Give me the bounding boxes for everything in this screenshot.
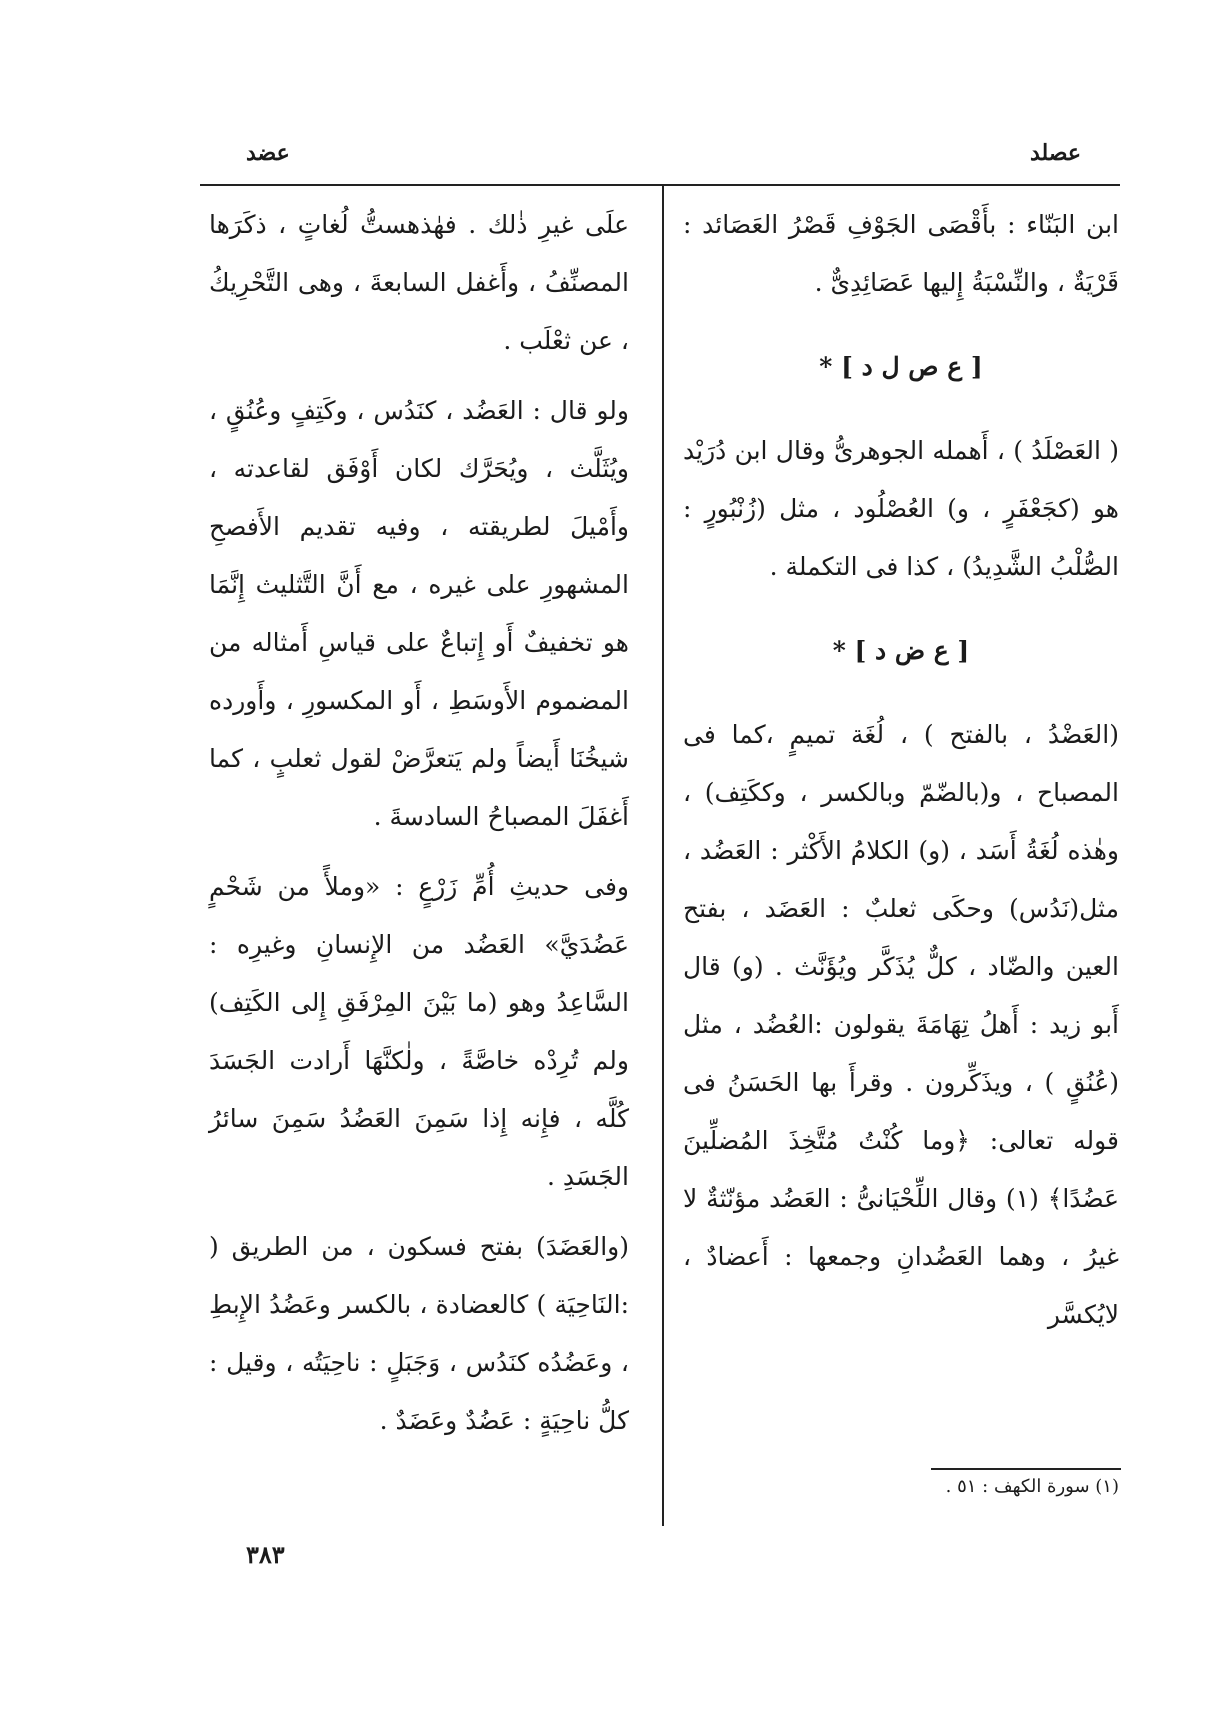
running-head-left: عضد [246,140,290,166]
header-rule [200,184,1120,186]
page-number: ٣٨٣ [246,1540,285,1569]
paragraph: علَى غيرِ ذٰلك . فهٰذهستُّ لُغاتٍ ، ذكَرَها المصنِّفُ ، وأَغفل السابعةَ ، وهى التَّحْرِيكُ ، عن ثعْلَب . [209,210,629,355]
entry-continuation: ابن البَنّاء : بأَقْصَى الجَوْفِ قَصْرُ العَصَائد : قَرْيَةٌ ، والنِّسْبَةُ إِليها عَصَائِدِىٌّ . [683,210,1119,297]
footnote-rule [931,1468,1121,1470]
column-divider [662,186,664,1526]
paragraph: ولو قال : العَضُد ، كنَدُس ، وكَتِفٍ وعُنُقٍ ، ويُثَلَّث ، ويُحَرَّك لكان أَوْفَق لقاعدته ، وأَمْيلَ لطريقته ، وفيه تقديم الأَفصحِ المشهورِ على غيره ، مع أَنَّ التَّثليث إِنَّمَا هو تخفيفٌ أَو إِتباعٌ على قياسِ أَمثاله من المضموم الأَوسَطِ ، أَو المكسورِ ، وأَورده شيخُنَا أَيضاً ولم يَتعرَّضْ لقول ثعلبٍ ، كما أَغفَلَ المصباحُ السادسةَ . [209,396,629,831]
footnote: (١) سورة الكهف : ٥١ . [945,1476,1119,1497]
entry-asld: ( العَصْلَدُ ) ، أَهمله الجوهرىُّ وقال ابن دُرَيْد هو (كجَعْفَرٍ ، و) العُصْلُود ، مثل (زُنْبُورٍ : الصُّلْبُ الشَّدِيدُ) ، كذا فى التكملة . [683,436,1119,581]
paragraph: (والعَضَدَ) بفتح فسكون ، من الطريق ( :النَاحِيَة ) كالعضادة ، بالكسر وعَضُدُ الإِبطِ ، وعَضُدُه كنَدُس ، وَجَبَلٍ : ناحِيَتُه ، وقيل : كلُّ ناحِيَةٍ : عَضُدٌ وعَضَدٌ . [209,1232,629,1435]
running-head-right: عصلد [1029,140,1081,166]
left-column [209,196,629,1462]
entry-heading-adad: [ ع ض د ] * [832,636,970,665]
right-column [683,196,1119,1356]
entry-adad: (العَضْدُ ، بالفتح ) ، لُغَة تميمٍ ،كما فى المصباح ، و(بالضّمّ وبالكسر ، وككَتِف) ، وهٰذه لُغَةُ أَسَد ، (و) الكلامُ الأَكْثر : العَضُد ، مثل(نَدُس) وحكَى ثعلبٌ : العَضَد ، بفتح العين والضّاد ، كلٌّ يُذَكَّر ويُؤَنَّث . (و) قال أَبو زيد : أَهلُ تِهَامَةَ يقولون :العُضُد ، مثل (عُنُقٍ ) ، ويذَكِّرون . وقرأَ بها الحَسَنُ فى قوله تعالى: ﴿وما كُنْتُ مُتَّخِذَ المُضلِّينَ عَضُدًا﴾ (١) وقال اللِّحْيَانىُّ : العَضُد مؤنّثةٌ لا غيرُ ، وهما العَضُدانِ وجمعها : أَعضادٌ ، لايُكسَّر [683,720,1120,1329]
paragraph: وفى حديثِ أُمِّ زَرْعٍ : «وملأً من شَحْمٍ عَضُدَيَّ» العَضُد من الإِنسانِ وغيرِه : السَّاعِدُ وهو (ما بَيْنَ المِرْفَقِ إِلى الكَتِف) ولم تُرِدْه خاصَّةً ، ولٰكنَّهَا أَرادت الجَسَدَ كُلَّه ، فإِنه إِذا سَمِنَ العَضُدُ سَمِنَ سائرُ الجَسَدِ . [209,872,629,1191]
entry-heading-asld: [ ع ص ل د ] * [819,352,983,381]
